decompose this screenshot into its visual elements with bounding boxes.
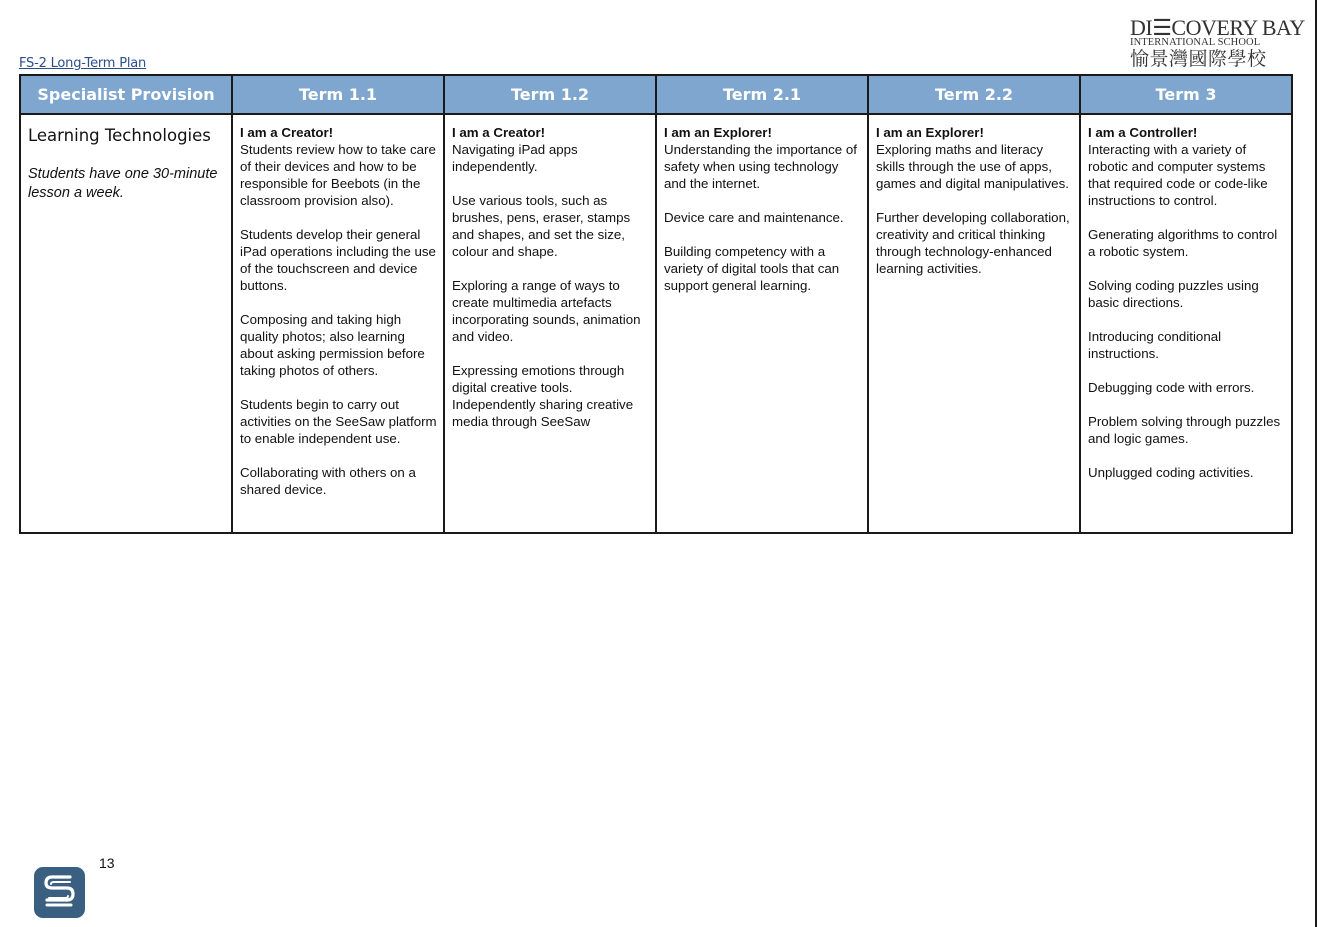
term-paragraph: Understanding the importance of safety when using technology and the internet.	[664, 142, 857, 191]
term-paragraph: Solving coding puzzles using basic directions.	[1088, 278, 1259, 310]
school-logo-name: DI☰COVERY BAY	[1130, 15, 1305, 40]
term-title: I am a Controller!	[1088, 125, 1198, 140]
term-paragraph: Debugging code with errors.	[1088, 380, 1255, 395]
header-term-2-1: Term 2.1	[656, 75, 868, 114]
term-title: I am an Explorer!	[876, 125, 984, 140]
term-paragraph: Exploring a range of ways to create multimedia artefacts incorporating sounds, animation and video.	[452, 278, 641, 344]
term-cell	[1080, 114, 1292, 533]
term-paragraph: Navigating iPad apps independently.	[452, 142, 578, 174]
term-paragraph-line: Independently sharing creative media through SeeSaw	[452, 397, 634, 429]
term-paragraph: Students review how to take care of their devices and how to be responsible for Beebots (in the classroom provision also).	[240, 142, 436, 208]
app-logo-icon	[34, 867, 85, 918]
plan-title-link[interactable]: FS-2 Long-Term Plan	[19, 56, 147, 71]
term-title: I am a Creator!	[452, 125, 546, 140]
subject-note: Students have one 30-minute lesson a week.	[28, 166, 218, 201]
page-number: 13	[99, 855, 115, 871]
term-paragraph: Building competency with a variety of digital tools that can support general learning.	[664, 244, 840, 293]
term-cell	[232, 114, 444, 533]
table-row	[20, 114, 1292, 533]
term-paragraph-line: Expressing emotions through digital creative tools.	[452, 363, 625, 395]
page-edge	[1315, 0, 1317, 927]
term-paragraph: Use various tools, such as brushes, pens, eraser, stamps and shapes, and set the size, colour and shape.	[452, 193, 631, 259]
long-term-plan-table	[19, 74, 1293, 534]
header-term-2-2: Term 2.2	[868, 75, 1080, 114]
term-title: I am a Creator!	[240, 125, 334, 140]
term-paragraph: Composing and taking high quality photos; also learning about asking permission before taking photos of others.	[240, 312, 425, 378]
school-logo	[1130, 15, 1305, 74]
term-paragraph	[452, 362, 649, 430]
school-logo-chinese: 愉景灣國際學校	[1130, 48, 1267, 70]
term-paragraph: Interacting with a variety of robotic and computer systems that required code or code-like instructions to control.	[1088, 142, 1268, 208]
term-title: I am an Explorer!	[664, 125, 772, 140]
term-paragraph: Introducing conditional instructions.	[1088, 329, 1222, 361]
stacked-s-icon	[34, 867, 85, 918]
term-cell	[868, 114, 1080, 533]
term-paragraph: Generating algorithms to control a robotic system.	[1088, 227, 1278, 259]
term-paragraph: Problem solving through puzzles and logic games.	[1088, 414, 1281, 446]
header-specialist-provision: Specialist Provision	[20, 75, 232, 114]
subject-name: Learning Technologies	[28, 126, 211, 145]
header-term-3: Term 3	[1080, 75, 1292, 114]
term-paragraph: Collaborating with others on a shared device.	[240, 465, 416, 497]
term-paragraph: Students develop their general iPad operations including the use of the touchscreen and device buttons.	[240, 227, 436, 293]
header-row	[20, 75, 1292, 114]
header-term-1-1: Term 1.1	[232, 75, 444, 114]
term-paragraph: Students begin to carry out activities on the SeeSaw platform to enable independent use.	[240, 397, 437, 446]
term-cell	[656, 114, 868, 533]
term-paragraph: Exploring maths and literacy skills through the use of apps, games and digital manipulatives.	[876, 142, 1069, 191]
term-paragraph: Device care and maintenance.	[664, 210, 844, 225]
term-paragraph: Further developing collaboration, creativity and critical thinking through technology-enhanced learning activities.	[876, 210, 1070, 276]
school-logo-subtitle: INTERNATIONAL SCHOOL	[1130, 37, 1261, 48]
header-term-1-2: Term 1.2	[444, 75, 656, 114]
subject-cell	[20, 114, 232, 533]
term-cell	[444, 114, 656, 533]
term-paragraph: Unplugged coding activities.	[1088, 465, 1254, 480]
